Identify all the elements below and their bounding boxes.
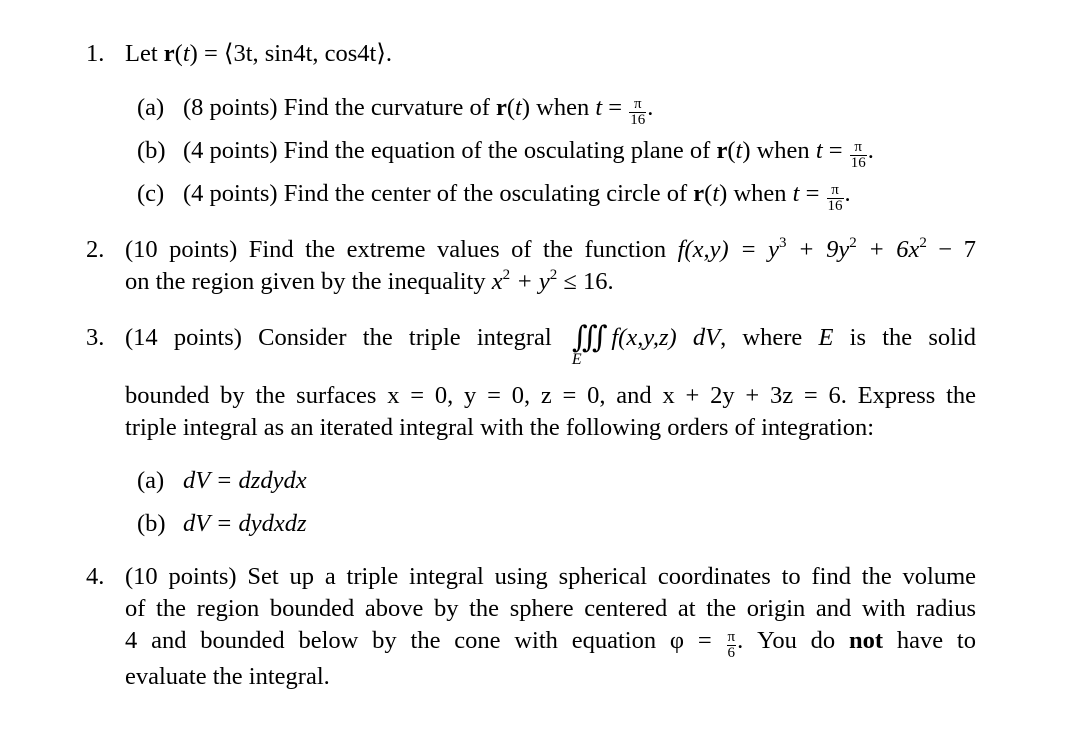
- problem-3: [86, 322, 976, 444]
- problem-number: 1.: [86, 40, 105, 67]
- problem-number: 2.: [86, 236, 105, 263]
- problem-1b: (b) (4 points) Find the equation of the osculating plane of r(t) when t = $\frac{\pi}{16}$ .: [137, 137, 874, 171]
- problem-4-statement: (10 points) Set up a triple integral using spherical coordinates to find the volume of the region bounded above by the sphere centered at the origin and with radius 4 and bounded below by the cone with equation φ = $\frac{\pi}{6}$ . You do not have to evaluate the integral.: [125, 563, 977, 690]
- problem-1a: (a) (8 points) Find the curvature of r(t) when t = $\frac{\pi}{16}$ .: [137, 94, 654, 128]
- problem-2: [86, 234, 976, 298]
- problem-number: 4.: [86, 563, 105, 590]
- fraction-pi-over-16: $\frac{\pi}{16}$: [827, 182, 843, 214]
- fraction-pi-over-6: $\frac{\pi}{6}$: [727, 629, 736, 661]
- problem-number: 3.: [86, 324, 105, 351]
- problem-1: [86, 38, 976, 70]
- problem-4: [86, 561, 976, 693]
- problem-3b: (b) dV = dydxdz: [137, 510, 307, 537]
- problem-1-statement: Let r(t) = ⟨3t, sin4t, cos4t⟩.: [125, 40, 393, 67]
- problem-2-statement: (10 points) Find the extreme values of the function $f(x,y) = y^3 + 9y^2 + 6x^2 - 7$ on the region given by the inequality $x^2 + y^2 \le 16$.: [125, 235, 976, 295]
- fraction-pi-over-16: $\frac{\pi}{16}$: [850, 139, 866, 171]
- problem-1c: (c) (4 points) Find the center of the osculating circle of r(t) when t = $\frac{\pi}{16}$ .: [137, 180, 851, 214]
- problem-3-statement: (14 points) Consider the triple integral ∭ E f(x,y,z) dV, where E is the solid bounded by the surfaces x = 0, y = 0, z = 0, and x + 2y + 3z = 6. Express the triple integral as an iterated integral with the following orders of integration:: [125, 321, 976, 441]
- problem-3a: (a) dV = dzdydx: [137, 467, 307, 494]
- fraction-pi-over-16: $\frac{\pi}{16}$: [630, 96, 646, 128]
- triple-integral-symbol: ∭ E: [571, 321, 608, 368]
